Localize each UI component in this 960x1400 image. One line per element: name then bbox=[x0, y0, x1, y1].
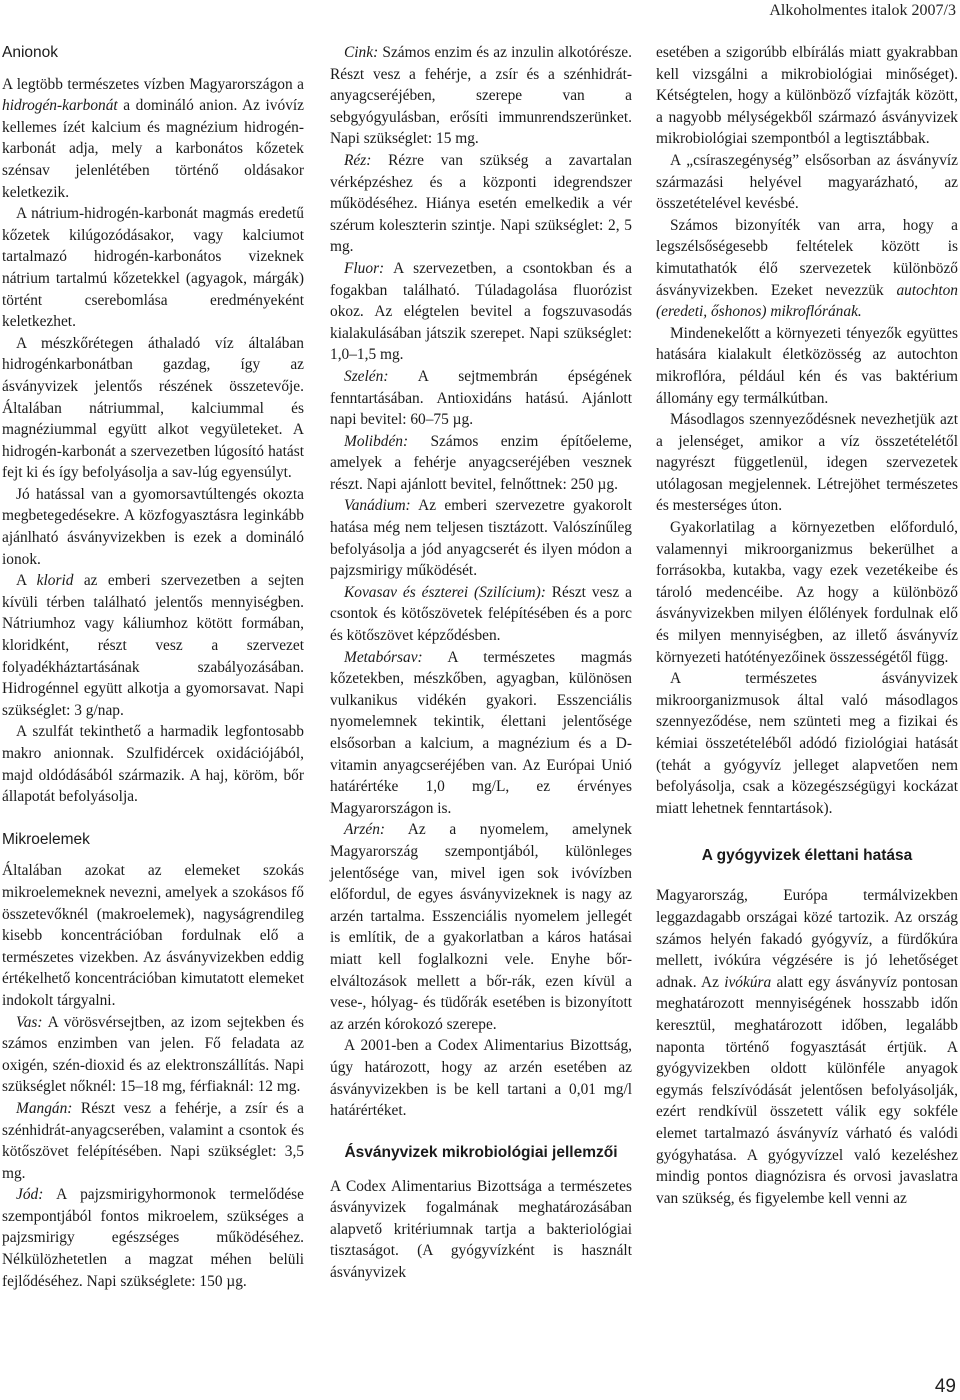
paragraph-meszkoreteg: A mészkőrétegen áthaladó víz általában hidrogénkarbonátban gazdag, így az ásványvizek jelentős részének összetevője. Általában nátriummal, kalciummal és magnéziummal együtt alkot vegyületeket. A hidrogén-karbonát a szervezetben lúgosító hatást fejt ki és így befolyásolja a sav-lúg egyensúlyt. bbox=[2, 334, 304, 482]
column-2 bbox=[330, 42, 632, 1284]
paragraph-arzen: Arzén: Az a nyomelem, amelynek Magyarország szempontjából, különleges jelentősége van, mivel igen sok ivóvízben előfordul, de egyes ásványvizeknek is nagy az arzén tartalma. Esszenciális nyomelem jellegét is említik, de a gyakorlatban a káros hatásai miatt kell foglalkozni vele. Enyhe bőr-elváltozások mellett a bőr-rák, ezen kívül a vese-, hólyag- és tüdőrák esetében is bizonyított az arzén kórokozó szerepe. bbox=[330, 821, 632, 1033]
paragraph-ivokura: Magyarország, Európa termálvizekben leggazdagabb országai közé tartozik. Az ország számos helyén fakadó gyógyvíz, a fürdőkúra mellett, ivókúra végzésére is jó lehetőséget adnak. Az ivókúra alatt egy ásványvíz pontosan meghatározott mennyiségének hosszabb időn keresztül, meghatározott időben, legalább naponta történő fogyasztását értjük. A gyógyvizekben oldott különféle anyagok egymás felszívódását jelentősen befolyásolják, ezért rendkívül összetett válik egy sokféle elemet tartalmazó ásványvíz várható és valódi gyógyhatása. A gyógyvízzel való kezeléshez mindig pontos diagnózisra és orvosi javaslatra van szükség, és figyelembe kell venni az bbox=[656, 887, 959, 1207]
subheading-gyogyvizek: A gyógyvizek élettani hatása bbox=[701, 847, 913, 865]
paragraph-szigorubb-elbiralas: esetében a szigorúbb elbírálás miatt gyakrabban kell vizsgálni a mikrobiológiai minőséget). Kétségtelen, hogy a különböző vízfajták között, a nagyobb mélységekből származó ásványvizek mikrobiológiai szempontból a legtisztábbak. bbox=[656, 44, 958, 148]
paragraph-molibden: Molibdén: Számos enzim építőeleme, amelyek a fehérje anyagcseréjében vesznek részt. Napi ajánlott bevitel, felnőttnek: 250 µg. bbox=[330, 432, 632, 493]
running-header: Alkoholmentes italok 2007/3 bbox=[769, 2, 956, 19]
column-1 bbox=[2, 42, 304, 1292]
paragraph-jod: Jód: A pajzsmirigyhormonok termelődése szempontjából fontos mikroelem, szükséges a pajzsmirigy egészséges működéséhez. Nélkülözhetetlen a magzat méhen belüli fejlődéséhez. Napi szükséglete: 150 µg. bbox=[2, 1186, 304, 1290]
paragraph-gyomorsav: Jó hatással van a gyomorsavtúltengés okozta megbetegedésekre. A közfogyasztásra leginkább ajánlható ásványvizekben is ezek a domináló ionok. bbox=[2, 485, 304, 568]
paragraph-autochton: Számos bizonyíték van arra, hogy a legszélsőségesebb feltételek között is kimutathatók élő szervezetek különböző ásványvizekben. Ezeket nevezzük autochton (eredeti, őshonos) mikroflórának. bbox=[656, 216, 958, 321]
paragraph-kovasav: Kovasav és észterei (Szilícium): Részt vesz a csontok és kötőszövetek felépítésében és a porc és kötőszövet képződésben. bbox=[330, 583, 632, 645]
paragraph-fluor: Fluor: A szervezetben, a csontokban és a fogakban található. Túladagolása fluorózist okoz. Az elégtelen bevitel a fogszuvasodás kialakulásában játszik szerepet. Napi szükséglet: 1,0–1,5 mg. bbox=[330, 259, 632, 364]
paragraph-metaborsav: Metabórsav: A természetes magmás kőzetekben, mészkőben, agyagban, különösen vulkanikus vidékén gyakori. Esszenciális nyomelemnek tekintik, élettani jelentősége elsősorban a kalcium, a magnézium és a D-vitamin anyagcseréjében van. Az Európai Unió határértéke 1,0 mg/L, ez érvényes Magyarországon is. bbox=[330, 648, 632, 817]
paragraph-codex-mikrobiologia: A Codex Alimentarius Bizottsága a természetes ásványvizek fogalmának meghatározásában alapvető kritériumnak tartja a bakteriológiai tisztaságot. (A gyógyvízként is használt ásványvizek bbox=[330, 1177, 632, 1282]
section-heading-mikroelemek: Mikroelemek bbox=[2, 830, 90, 848]
subheading-mikrobiologia: Ásványvizek mikrobiológiai jellemzői bbox=[344, 1143, 618, 1161]
paragraph-codex-2001: A 2001-ben a Codex Alimentarius Bizottság, úgy határozott, hogy az arzén esetében az ásványvizekben is be kell tartani a 0,01 mg/l határértéket. bbox=[330, 1037, 632, 1120]
paragraph-mangan: Mangán: Részt vesz a fehérje, a zsír és a szénhidrát-anyagcserében, valamint a csontok és kötőszövet felépítésében. Napi szükséglet: 3,5 mg. bbox=[2, 1099, 304, 1182]
section-heading-anionok: Anionok bbox=[2, 44, 59, 61]
paragraph-rez: Réz: Rézre van szükség a zavartalan vérképzéshez és a központi idegrendszer működéséhez. Hiánya esetén emelkedik a vér szérum koleszterin szintje. Napi szükséglet: 2, 5 mg. bbox=[330, 151, 632, 256]
paragraph-vanadium: Vanádium: Az emberi szervezetre gyakorolt hatása még nem teljesen tisztázott. Valószínűleg befolyásolja a jód anyagcserét és ilyen módon a pajzsmirigy működését. bbox=[330, 497, 632, 580]
paragraph-kornyezeti-tenyezok: Mindenekelőtt a környezeti tényezők együttes hatására kialakult életközösség az autochton mikroflóra, például kén és vas baktérium állomány egy termálkútban. bbox=[656, 324, 958, 407]
paragraph-cink: Cink: Számos enzim és az inzulin alkotórésze. Részt vesz a fehérje, a zsír és a szénhidrát- anyagcseréjében, szerepe van a sebgyógyulásban, erősíti immunrendszerünket. Napi szükséglet: 15 mg. bbox=[330, 44, 632, 148]
paragraph-mikroelemek-intro: Általában azokat az elemeket szokás mikroelemeknek nevezni, amelyek a szokásos fő összetevőknél (makroelemek), nagyságrendileg kisebb koncentrációban fordulnak elő a természetes vizekben. Az ásványvizekben eddig értékelhető koncentrációban kimutatott elemeket indokolt tárgyalni. bbox=[2, 862, 304, 1009]
paragraph-gyogyviz-jelleg: A természetes ásványvizek mikroorganizmusok által való másodlagos szennyeződése, nem szünteti meg a fizikai és kémiai összetételéből adódó fiziológiai hatását (tehát a gyógyvíz jelleget alapvetően nem befolyásolja, csak a közegészségügyi kockázat miatt lehetnek fenntartások). bbox=[656, 670, 958, 817]
paragraph-klorid: A klorid az emberi szervezetben a sejten kívüli térben található jelentős mennyiségben. Nátriumhoz vagy káliumhoz kötött formában, kloridként, részt vesz a szervezet folyadékháztartásának szabályozásában. Hidrogénnel együtt alkotja a gyomorsavat. Napi szükséglet: 3 g/nap. bbox=[2, 572, 304, 719]
paragraph-szelen: Szelén: A sejtmembrán épségének fenntartásában. Antioxidáns hatású. Ajánlott napi bevitel: 60–75 µg. bbox=[330, 367, 632, 429]
paragraph-vas: Vas: A vörösvérsejtben, az izom sejtekben és számos enzimben van jelen. Fő feladata az oxigén, szén-dioxid és az elektronszállítás. Napi szükséglet nőknél: 15–18 mg, férfiaknál: 12 mg. bbox=[2, 1013, 304, 1096]
column-3 bbox=[656, 42, 958, 1209]
paragraph-hidrogen-karbonat: A legtöbb természetes vízben Magyarországon a hidrogén-karbonát a domináló anion. Az ivóvíz kellemes ízét kalcium és magnézium hidrogén-karbonát adja, mely a karbonátos kőzetek szénsav jelenlétében történő oldásakor keletkezik. bbox=[2, 75, 304, 201]
paragraph-szulfat: A szulfát tekinthető a harmadik legfontosabb makro anionnak. Szulfidércek oxidációjából, majd oldódásából származik. A haj, köröm, bőr állapotát befolyásolja. bbox=[2, 723, 304, 806]
paragraph-masodlagos-szennyezodes: Másodlagos szennyeződésnek nevezhetjük azt a jelenséget, amikor a víz összetételétől nagyrészt függetlenül, idegen szervezetek utólagosan megjelennek. Létrejöhet természetes és mesterséges úton. bbox=[656, 411, 958, 515]
paragraph-natrium-hidrogen-karbonat: A nátrium-hidrogén-karbonát magmás eredetű kőzetek kilúgozódásakor, vagy kalciumot tartalmazó hidrogén-karbonátos vizeknek nátrium tartalmú kőzetekkel (agyagok, márgák) történt cserebomlása eredményeként keletkezhet. bbox=[2, 205, 304, 331]
paragraph-csiraszegenyseg: A „csíraszegénység” elsősorban az ásványvíz származási helyével magyarázható, az összetételével kevésbé. bbox=[656, 151, 958, 213]
page-number: 49 bbox=[934, 1376, 956, 1397]
paragraph-mikroorganizmusok: Gyakorlatilag a környezetben előforduló, valamennyi mikroorganizmus bekerülhet a forrásokba, kutakba, vagy ezek vezetékeibe és tároló medencéibe. Az hogy a különböző ásványvizekben milyen élőlények fordulnak elő és milyen mennyiségben, az illető ásványvíz környezeti hatótényezőinek összességétől függ. bbox=[656, 519, 958, 666]
